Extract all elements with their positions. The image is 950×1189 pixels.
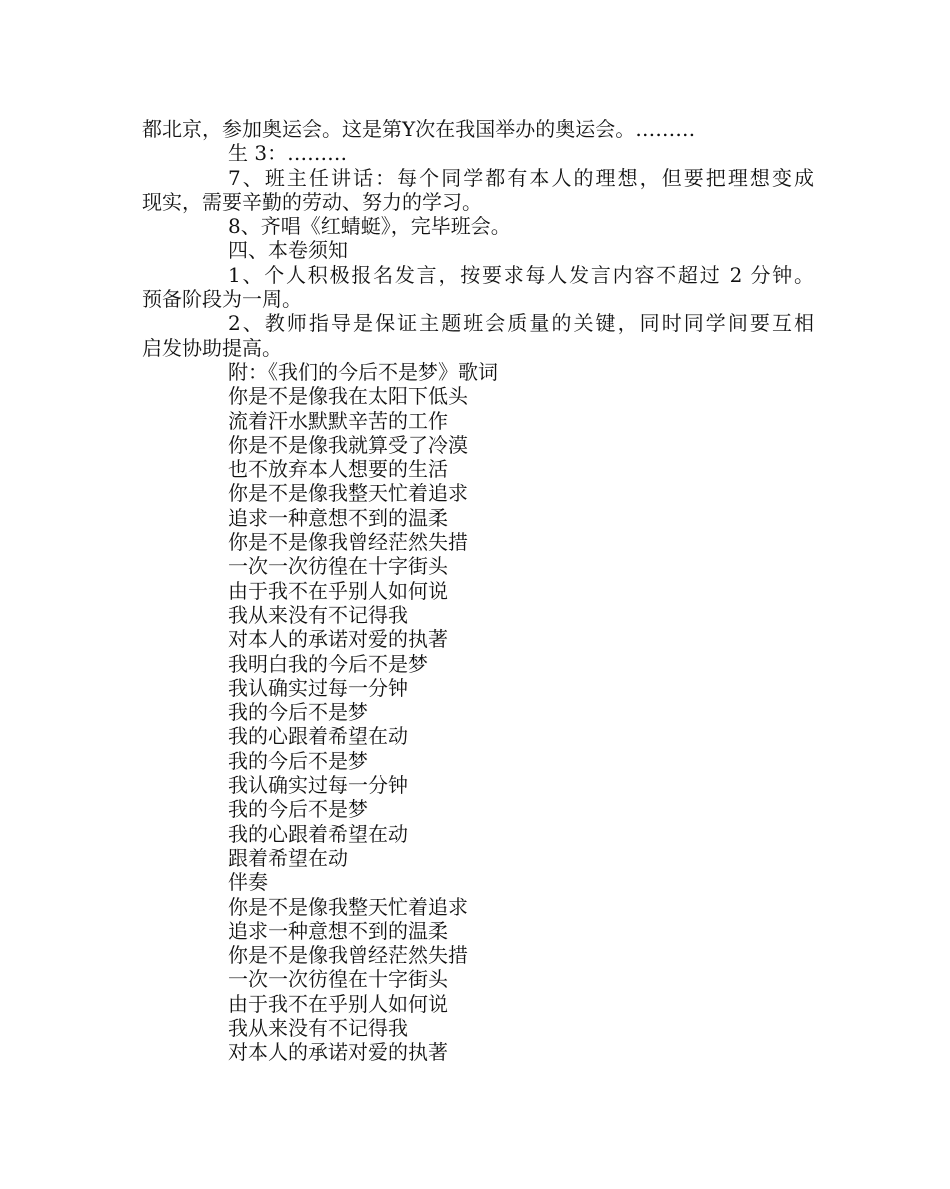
student-3-line: 生 3：……… [228, 141, 348, 166]
item-7-line-1: 7、班主任讲话：每个同学都有本人的理想，但要把理想变成 [228, 165, 814, 190]
note-1-line-1: 1、个人积极报名发言，按要求每人发言内容不超过 2 分钟。 [228, 262, 814, 287]
item-7-line-2: 现实，需要辛勤的劳动、努力的学习。 [142, 189, 482, 214]
document-body [142, 117, 814, 1065]
paragraph-continuation-line: 都北京，参加奥运会。这是第Y次在我国举办的奥运会。……… [142, 117, 696, 141]
lyric-line: 对本人的承诺对爱的执著 [228, 1040, 448, 1065]
lyric-line: 由于我不在乎别人如何说 [228, 991, 448, 1016]
appendix-title: 附：《我们的今后不是梦》歌词 [228, 359, 498, 384]
lyric-line: 我从来没有不记得我 [228, 1015, 408, 1040]
lyric-line: 也不放弃本人想要的生活 [228, 457, 448, 482]
lyric-line: 由于我不在乎别人如何说 [228, 578, 448, 603]
lyric-line: 我的今后不是梦 [228, 797, 368, 822]
lyric-line: 我认确实过每一分钟 [228, 773, 408, 798]
lyric-line: 你是不是像我在太阳下低头 [228, 384, 468, 409]
lyric-line: 我明白我的今后不是梦 [228, 651, 428, 676]
lyric-line: 我的心跟着希望在动 [228, 724, 408, 749]
lyric-line: 我的心跟着希望在动 [228, 821, 408, 846]
lyric-line: 一次一次彷徨在十字街头 [228, 967, 448, 992]
lyric-line: 你是不是像我曾经茫然失措 [228, 530, 468, 555]
note-1-line-2: 预备阶段为一周。 [142, 287, 302, 312]
lyric-line: 追求一种意想不到的温柔 [228, 505, 448, 530]
lyric-line: 跟着希望在动 [228, 845, 348, 870]
note-2-line-1: 2、教师指导是保证主题班会质量的关键，同时同学间要互相 [228, 311, 814, 336]
lyric-line: 你是不是像我整天忙着追求 [228, 894, 468, 919]
note-2-line-2: 启发协助提高。 [142, 335, 282, 360]
lyric-line: 我从来没有不记得我 [228, 602, 408, 627]
lyric-line: 我的今后不是梦 [228, 700, 368, 725]
section-4-heading: 四、本卷须知 [228, 238, 348, 263]
lyric-line: 你是不是像我整天忙着追求 [228, 481, 468, 506]
lyric-line: 你是不是像我曾经茫然失措 [228, 943, 468, 968]
lyric-line: 你是不是像我就算受了冷漠 [228, 432, 468, 457]
lyric-line: 对本人的承诺对爱的执著 [228, 627, 448, 652]
lyric-line: 流着汗水默默辛苦的工作 [228, 408, 448, 433]
lyric-line: 我认确实过每一分钟 [228, 675, 408, 700]
lyric-line: 伴奏 [228, 870, 268, 895]
lyric-line: 追求一种意想不到的温柔 [228, 918, 448, 943]
lyric-line: 我的今后不是梦 [228, 748, 368, 773]
item-8-line: 8、齐唱《红蜻蜓》，完毕班会。 [228, 214, 511, 239]
lyric-line: 一次一次彷徨在十字街头 [228, 554, 448, 579]
